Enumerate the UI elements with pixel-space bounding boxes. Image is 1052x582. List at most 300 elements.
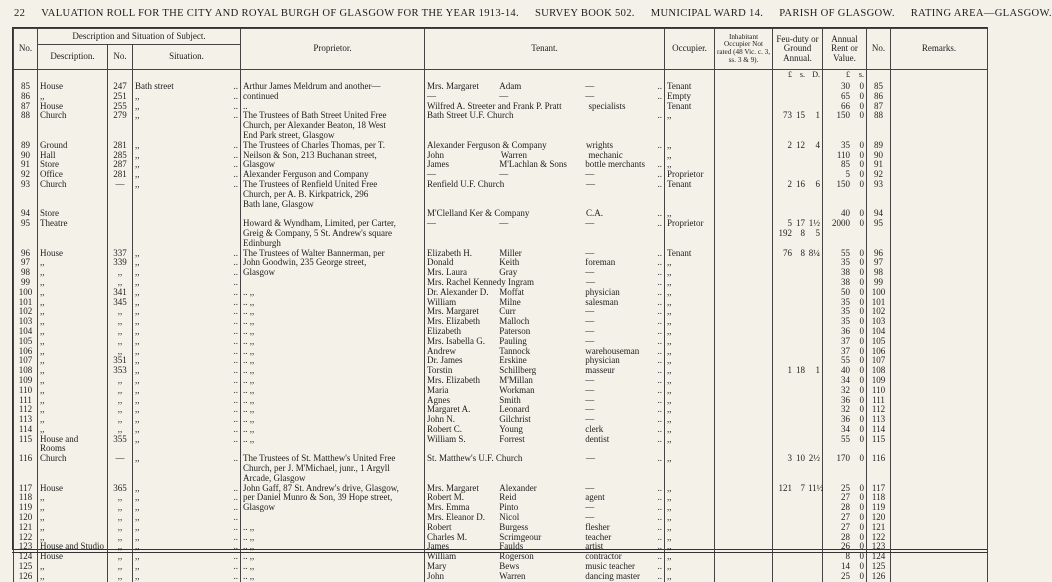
- situation-dots: ..: [233, 433, 239, 444]
- row-feu-duty: [773, 415, 823, 425]
- row-situation: [133, 533, 241, 543]
- row-description: ,,: [38, 298, 108, 308]
- row-number-right: 91: [867, 160, 891, 170]
- row-situation: [133, 219, 241, 229]
- row-situation: [133, 405, 241, 415]
- row-street-number: ,,: [108, 425, 133, 435]
- tenant-dots: ..: [657, 551, 663, 562]
- row-description: ,,: [38, 523, 108, 533]
- situation-dots: ..: [233, 81, 239, 91]
- annual-pounds: 35: [841, 257, 851, 268]
- annual-pounds: 55: [841, 355, 851, 366]
- row-proprietor: .. ,,: [241, 376, 425, 386]
- row-number-right: 119: [867, 503, 891, 513]
- annual-pounds: 2000: [832, 218, 851, 229]
- row-inhabitant: [715, 180, 773, 190]
- row-situation: [133, 542, 241, 552]
- row-remarks: [891, 239, 988, 249]
- row-occupier: [665, 131, 715, 141]
- row-feu-duty: [773, 552, 823, 562]
- table-row: [14, 435, 988, 445]
- row-inhabitant: [715, 572, 773, 582]
- row-number: 113: [14, 415, 38, 425]
- annual-pounds: 65: [841, 90, 851, 101]
- row-inhabitant: [715, 337, 773, 347]
- situation-text: ,,: [135, 492, 140, 503]
- row-inhabitant: [715, 229, 773, 239]
- row-situation: [133, 268, 241, 278]
- annual-shillings: 0: [859, 531, 865, 542]
- tenant-occupation: —: [585, 247, 595, 258]
- row-occupier: ,,: [665, 523, 715, 533]
- tenant-surname: M'Lachlan & Sons: [499, 159, 567, 170]
- row-situation: [133, 484, 241, 494]
- tenant-occupation: —: [585, 90, 595, 101]
- page-number: 22: [14, 7, 26, 19]
- situation-dots: ..: [233, 286, 239, 297]
- row-occupier: ,,: [665, 298, 715, 308]
- tenant-dots: ..: [657, 482, 663, 493]
- row-description: Office: [38, 170, 108, 180]
- tenant-first-name: Mrs. Eleanor D.: [427, 512, 486, 523]
- row-street-number: ,,: [108, 542, 133, 552]
- row-situation: [133, 396, 241, 406]
- row-occupier: ,,: [665, 533, 715, 543]
- feu-pounds: 5: [787, 218, 793, 229]
- row-street-number: [108, 219, 133, 229]
- row-proprietor: .. ,,: [241, 337, 425, 347]
- row-street-number: —: [108, 180, 133, 190]
- row-situation: [133, 552, 241, 562]
- col-header-proprietor: Proprietor.: [241, 29, 425, 70]
- col-header-no-right: No.: [867, 29, 891, 70]
- row-proprietor: Bath lane, Glasgow: [241, 200, 425, 210]
- row-occupier: ,,: [665, 258, 715, 268]
- situation-dots: ..: [233, 570, 239, 581]
- row-number: [14, 190, 38, 200]
- row-proprietor: .. ,,: [241, 298, 425, 308]
- tenant-dots: ..: [657, 570, 663, 581]
- row-situation: [133, 454, 241, 464]
- tenant-first-name: Robert M.: [427, 492, 465, 503]
- tenant-dots: ..: [657, 218, 663, 229]
- col-header-description-group: Description and Situation of Subject.: [38, 29, 241, 45]
- situation-dots: ..: [233, 414, 239, 425]
- row-street-number: —: [108, 454, 133, 464]
- row-number: 108: [14, 366, 38, 376]
- row-proprietor: .. ,,: [241, 386, 425, 396]
- valuation-table: [13, 28, 988, 582]
- row-number-right: 117: [867, 484, 891, 494]
- row-number: 109: [14, 376, 38, 386]
- row-inhabitant: [715, 317, 773, 327]
- row-street-number: 337: [108, 249, 133, 259]
- row-tenant: [425, 386, 665, 396]
- tenant-occupation: —: [585, 218, 595, 229]
- annual-pounds: 27: [841, 512, 851, 523]
- row-description: ,,: [38, 405, 108, 415]
- row-proprietor: .. ,,: [241, 327, 425, 337]
- annual-shillings: 0: [859, 561, 865, 572]
- row-occupier: [665, 121, 715, 131]
- situation-text: ,,: [135, 531, 140, 542]
- row-tenant: [425, 190, 665, 200]
- row-inhabitant: [715, 484, 773, 494]
- row-tenant: [425, 542, 665, 552]
- tenant-surname: Alexander: [499, 482, 537, 493]
- row-remarks: [891, 131, 988, 141]
- row-inhabitant: [715, 160, 773, 170]
- tenant-occupation: C.A.: [586, 208, 604, 219]
- row-occupier: ,,: [665, 376, 715, 386]
- annual-shillings: 0: [859, 178, 865, 189]
- row-remarks: [891, 464, 988, 474]
- col-header-remarks: Remarks.: [891, 29, 988, 70]
- tenant-occupation: flesher: [585, 521, 610, 532]
- annual-pounds: 30: [841, 81, 851, 91]
- row-proprietor: .. ,,: [241, 562, 425, 572]
- row-number: 110: [14, 386, 38, 396]
- row-remarks: [891, 307, 988, 317]
- row-tenant: [425, 464, 665, 474]
- situation-dots: ..: [233, 355, 239, 366]
- row-proprietor: Church, per Alexander Beaton, 18 West: [241, 121, 425, 131]
- tenant-surname: Gray: [499, 267, 518, 278]
- row-proprietor: continued: [241, 92, 425, 102]
- feu-pence: 1: [815, 110, 821, 121]
- situation-dots: ..: [233, 100, 239, 111]
- row-remarks: [891, 493, 988, 503]
- tenant-surname: M'Millan: [499, 374, 533, 385]
- situation-dots: ..: [233, 365, 239, 376]
- row-tenant: [425, 249, 665, 259]
- row-street-number: 353: [108, 366, 133, 376]
- row-feu-duty: [773, 513, 823, 523]
- row-number: 93: [14, 180, 38, 190]
- table-row: [14, 454, 988, 464]
- row-situation: [133, 239, 241, 249]
- row-remarks: [891, 298, 988, 308]
- row-feu-duty: [773, 160, 823, 170]
- situation-dots: ..: [233, 423, 239, 434]
- situation-dots: ..: [233, 374, 239, 385]
- row-remarks: [891, 376, 988, 386]
- row-proprietor: .. ,,: [241, 405, 425, 415]
- tenant-occupation: warehouseman: [585, 345, 640, 356]
- row-number-right: 102: [867, 307, 891, 317]
- row-proprietor: .. ,,: [241, 347, 425, 357]
- row-number-right: 89: [867, 141, 891, 151]
- row-situation: [133, 503, 241, 513]
- unit-pounds: £: [788, 70, 793, 79]
- row-remarks: [891, 444, 988, 454]
- tenant-surname: Gilchrist: [499, 414, 531, 425]
- row-inhabitant: [715, 298, 773, 308]
- row-proprietor: .. ,,: [241, 425, 425, 435]
- row-situation: [133, 249, 241, 259]
- tenant-surname: Pauling: [499, 335, 527, 346]
- row-remarks: [891, 258, 988, 268]
- row-situation: [133, 151, 241, 161]
- feu-pence: 1: [815, 365, 821, 376]
- frame-bottom-rule: [12, 552, 988, 553]
- row-feu-duty: [773, 386, 823, 396]
- row-street-number: ,,: [108, 513, 133, 523]
- row-inhabitant: [715, 454, 773, 464]
- row-situation: [133, 200, 241, 210]
- unit-shillings-annual: s.: [858, 70, 865, 79]
- annual-shillings: 0: [859, 316, 865, 327]
- tenant-dots: ..: [657, 110, 663, 121]
- row-feu-duty: [773, 542, 823, 552]
- situation-dots: ..: [233, 178, 239, 189]
- situation-text: ,,: [135, 394, 140, 405]
- annual-pounds: 85: [841, 159, 851, 170]
- tenant-dots: ..: [657, 169, 663, 180]
- row-occupier: ,,: [665, 209, 715, 219]
- row-number-right: 126: [867, 572, 891, 582]
- annual-pounds: 150: [836, 178, 851, 189]
- row-number-right: 100: [867, 288, 891, 298]
- situation-dots: ..: [233, 110, 239, 121]
- row-remarks: [891, 229, 988, 239]
- situation-text: ,,: [135, 247, 140, 258]
- row-number-right: [867, 229, 891, 239]
- tenant-dots: ..: [657, 541, 663, 552]
- annual-pounds: 28: [841, 531, 851, 542]
- row-remarks: [891, 141, 988, 151]
- row-number: 92: [14, 170, 38, 180]
- tenant-first-name: Mary: [427, 561, 447, 572]
- row-inhabitant: [715, 209, 773, 219]
- col-header-tenant: Tenant.: [425, 29, 665, 70]
- row-description: ,,: [38, 366, 108, 376]
- annual-shillings: 0: [859, 100, 865, 111]
- tenant-occupation: mechanic: [588, 149, 623, 160]
- row-tenant: [425, 533, 665, 543]
- row-remarks: [891, 249, 988, 259]
- row-feu-duty: [773, 258, 823, 268]
- row-inhabitant: [715, 200, 773, 210]
- annual-shillings: 0: [859, 149, 865, 160]
- row-occupier: ,,: [665, 327, 715, 337]
- row-number-right: 94: [867, 209, 891, 219]
- row-remarks: [891, 396, 988, 406]
- situation-text: ,,: [135, 325, 140, 336]
- row-description: ,,: [38, 278, 108, 288]
- municipal-ward: MUNICIPAL WARD 14.: [650, 7, 764, 19]
- row-tenant: [425, 121, 665, 131]
- row-inhabitant: [715, 249, 773, 259]
- tenant-occupation: specialists: [588, 100, 626, 111]
- tenant-surname: Malloch: [499, 316, 530, 327]
- row-tenant: [425, 180, 665, 190]
- row-number: 89: [14, 141, 38, 151]
- row-annual-value: [823, 190, 867, 200]
- table-row: [14, 121, 988, 131]
- annual-shillings: 0: [859, 169, 865, 180]
- tenant-surname: —: [499, 90, 509, 101]
- feu-pounds: 2: [787, 178, 793, 189]
- row-description: ,,: [38, 386, 108, 396]
- row-inhabitant: [715, 405, 773, 415]
- row-description: House: [38, 82, 108, 92]
- tenant-occupation: contractor: [585, 551, 622, 562]
- row-proprietor: .. ,,: [241, 288, 425, 298]
- row-remarks: [891, 366, 988, 376]
- row-feu-duty: [773, 337, 823, 347]
- annual-pounds: 35: [841, 306, 851, 317]
- row-number-right: 105: [867, 337, 891, 347]
- row-annual-value: [823, 219, 867, 229]
- row-description: Theatre: [38, 219, 108, 229]
- tenant-first-name: Mrs. Isabella G.: [427, 335, 486, 346]
- tenant-first-name: William: [427, 551, 457, 562]
- row-street-number: 255: [108, 102, 133, 112]
- tenant-first-name: James: [427, 159, 450, 170]
- row-remarks: [891, 425, 988, 435]
- row-feu-duty: [773, 111, 823, 121]
- row-remarks: [891, 415, 988, 425]
- row-inhabitant: [715, 347, 773, 357]
- row-street-number: ,,: [108, 562, 133, 572]
- tenant-first-name: Robert C.: [427, 423, 463, 434]
- row-description: ,,: [38, 288, 108, 298]
- row-feu-duty: [773, 288, 823, 298]
- feu-shillings: 10: [796, 453, 806, 464]
- row-street-number: ,,: [108, 415, 133, 425]
- tenant-occupation: teacher: [585, 531, 612, 542]
- tenant-first-name: Donald: [427, 257, 454, 268]
- row-feu-duty: [773, 533, 823, 543]
- tenant-occupation: music teacher: [585, 561, 635, 572]
- table-row: [14, 180, 988, 190]
- tenant-surname: Adam: [499, 81, 522, 91]
- tenant-dots: ..: [657, 178, 663, 189]
- row-number: 120: [14, 513, 38, 523]
- row-occupier: Tenant: [665, 249, 715, 259]
- annual-pounds: 40: [841, 208, 851, 219]
- row-occupier: [665, 190, 715, 200]
- situation-dots: ..: [233, 453, 239, 464]
- tenant-surname: Keith: [499, 257, 520, 268]
- tenant-surname: —: [499, 169, 509, 180]
- tenant-first-name: Agnes: [427, 394, 451, 405]
- row-number: 102: [14, 307, 38, 317]
- row-description: Church: [38, 111, 108, 121]
- row-inhabitant: [715, 239, 773, 249]
- tenant-occupation: agent: [585, 492, 605, 503]
- row-situation: [133, 160, 241, 170]
- tenant-surname: Miller: [499, 247, 522, 258]
- row-description: House and Studio: [38, 542, 108, 552]
- annual-shillings: 0: [859, 404, 865, 415]
- situation-text: ,,: [135, 561, 140, 572]
- row-inhabitant: [715, 219, 773, 229]
- feu-shillings: 17: [796, 218, 806, 229]
- row-situation: [133, 229, 241, 239]
- row-description: House: [38, 552, 108, 562]
- situation-text: ,,: [135, 404, 140, 415]
- row-number: 103: [14, 317, 38, 327]
- row-occupier: ,,: [665, 572, 715, 582]
- row-occupier: ,,: [665, 513, 715, 523]
- tenant-occupation: artist: [585, 541, 604, 552]
- row-occupier: [665, 474, 715, 484]
- situation-dots: ..: [233, 404, 239, 415]
- situation-dots: ..: [233, 482, 239, 493]
- feu-pence: 6: [815, 178, 821, 189]
- row-number-right: 120: [867, 513, 891, 523]
- feu-pounds: 2: [787, 139, 793, 150]
- annual-pounds: 37: [841, 335, 851, 346]
- annual-pounds: 5: [845, 169, 851, 180]
- feu-pounds: 76: [783, 247, 793, 258]
- row-feu-duty: [773, 307, 823, 317]
- feu-shillings: 8: [800, 227, 806, 238]
- tenant-occupation: dancing master: [585, 570, 640, 581]
- row-street-number: [108, 464, 133, 474]
- tenant-occupation: clerk: [585, 423, 604, 434]
- annual-shillings: 0: [859, 139, 865, 150]
- row-remarks: [891, 386, 988, 396]
- row-inhabitant: [715, 288, 773, 298]
- row-situation: [133, 327, 241, 337]
- situation-dots: ..: [233, 296, 239, 307]
- tenant-surname: Scrimgeour: [499, 531, 542, 542]
- tenant-dots: ..: [657, 355, 663, 366]
- row-proprietor: .. ,,: [241, 572, 425, 582]
- row-feu-duty: [773, 425, 823, 435]
- row-situation: [133, 464, 241, 474]
- row-situation: [133, 121, 241, 131]
- row-description: House: [38, 102, 108, 112]
- row-remarks: [891, 200, 988, 210]
- row-annual-value: [823, 464, 867, 474]
- row-number-right: 86: [867, 92, 891, 102]
- row-number: 96: [14, 249, 38, 259]
- tenant-surname: Tannock: [499, 345, 531, 356]
- row-feu-duty: [773, 200, 823, 210]
- row-inhabitant: [715, 278, 773, 288]
- row-inhabitant: [715, 386, 773, 396]
- situation-text: ,,: [135, 335, 140, 346]
- row-feu-duty: [773, 503, 823, 513]
- row-number-right: 85: [867, 82, 891, 92]
- situation-dots: ..: [233, 90, 239, 101]
- row-description: [38, 190, 108, 200]
- row-number-right: 101: [867, 298, 891, 308]
- row-description: ,,: [38, 533, 108, 543]
- tenant-surname: Nicol: [499, 512, 520, 523]
- tenant-occupation: —: [585, 335, 595, 346]
- situation-text: ,,: [135, 276, 140, 287]
- row-situation: [133, 376, 241, 386]
- row-number: 86: [14, 92, 38, 102]
- situation-text: ,,: [135, 570, 140, 581]
- annual-shillings: 0: [859, 512, 865, 523]
- annual-pounds: 34: [841, 374, 851, 385]
- tenant-dots: ..: [657, 512, 663, 523]
- row-feu-duty: [773, 523, 823, 533]
- tenant-first-name: Mrs. Laura: [427, 267, 468, 278]
- row-number: 118: [14, 493, 38, 503]
- tenant-surname: Burgess: [499, 521, 529, 532]
- row-number-right: 107: [867, 356, 891, 366]
- row-number: [14, 464, 38, 474]
- row-remarks: [891, 484, 988, 494]
- row-tenant: [425, 82, 665, 92]
